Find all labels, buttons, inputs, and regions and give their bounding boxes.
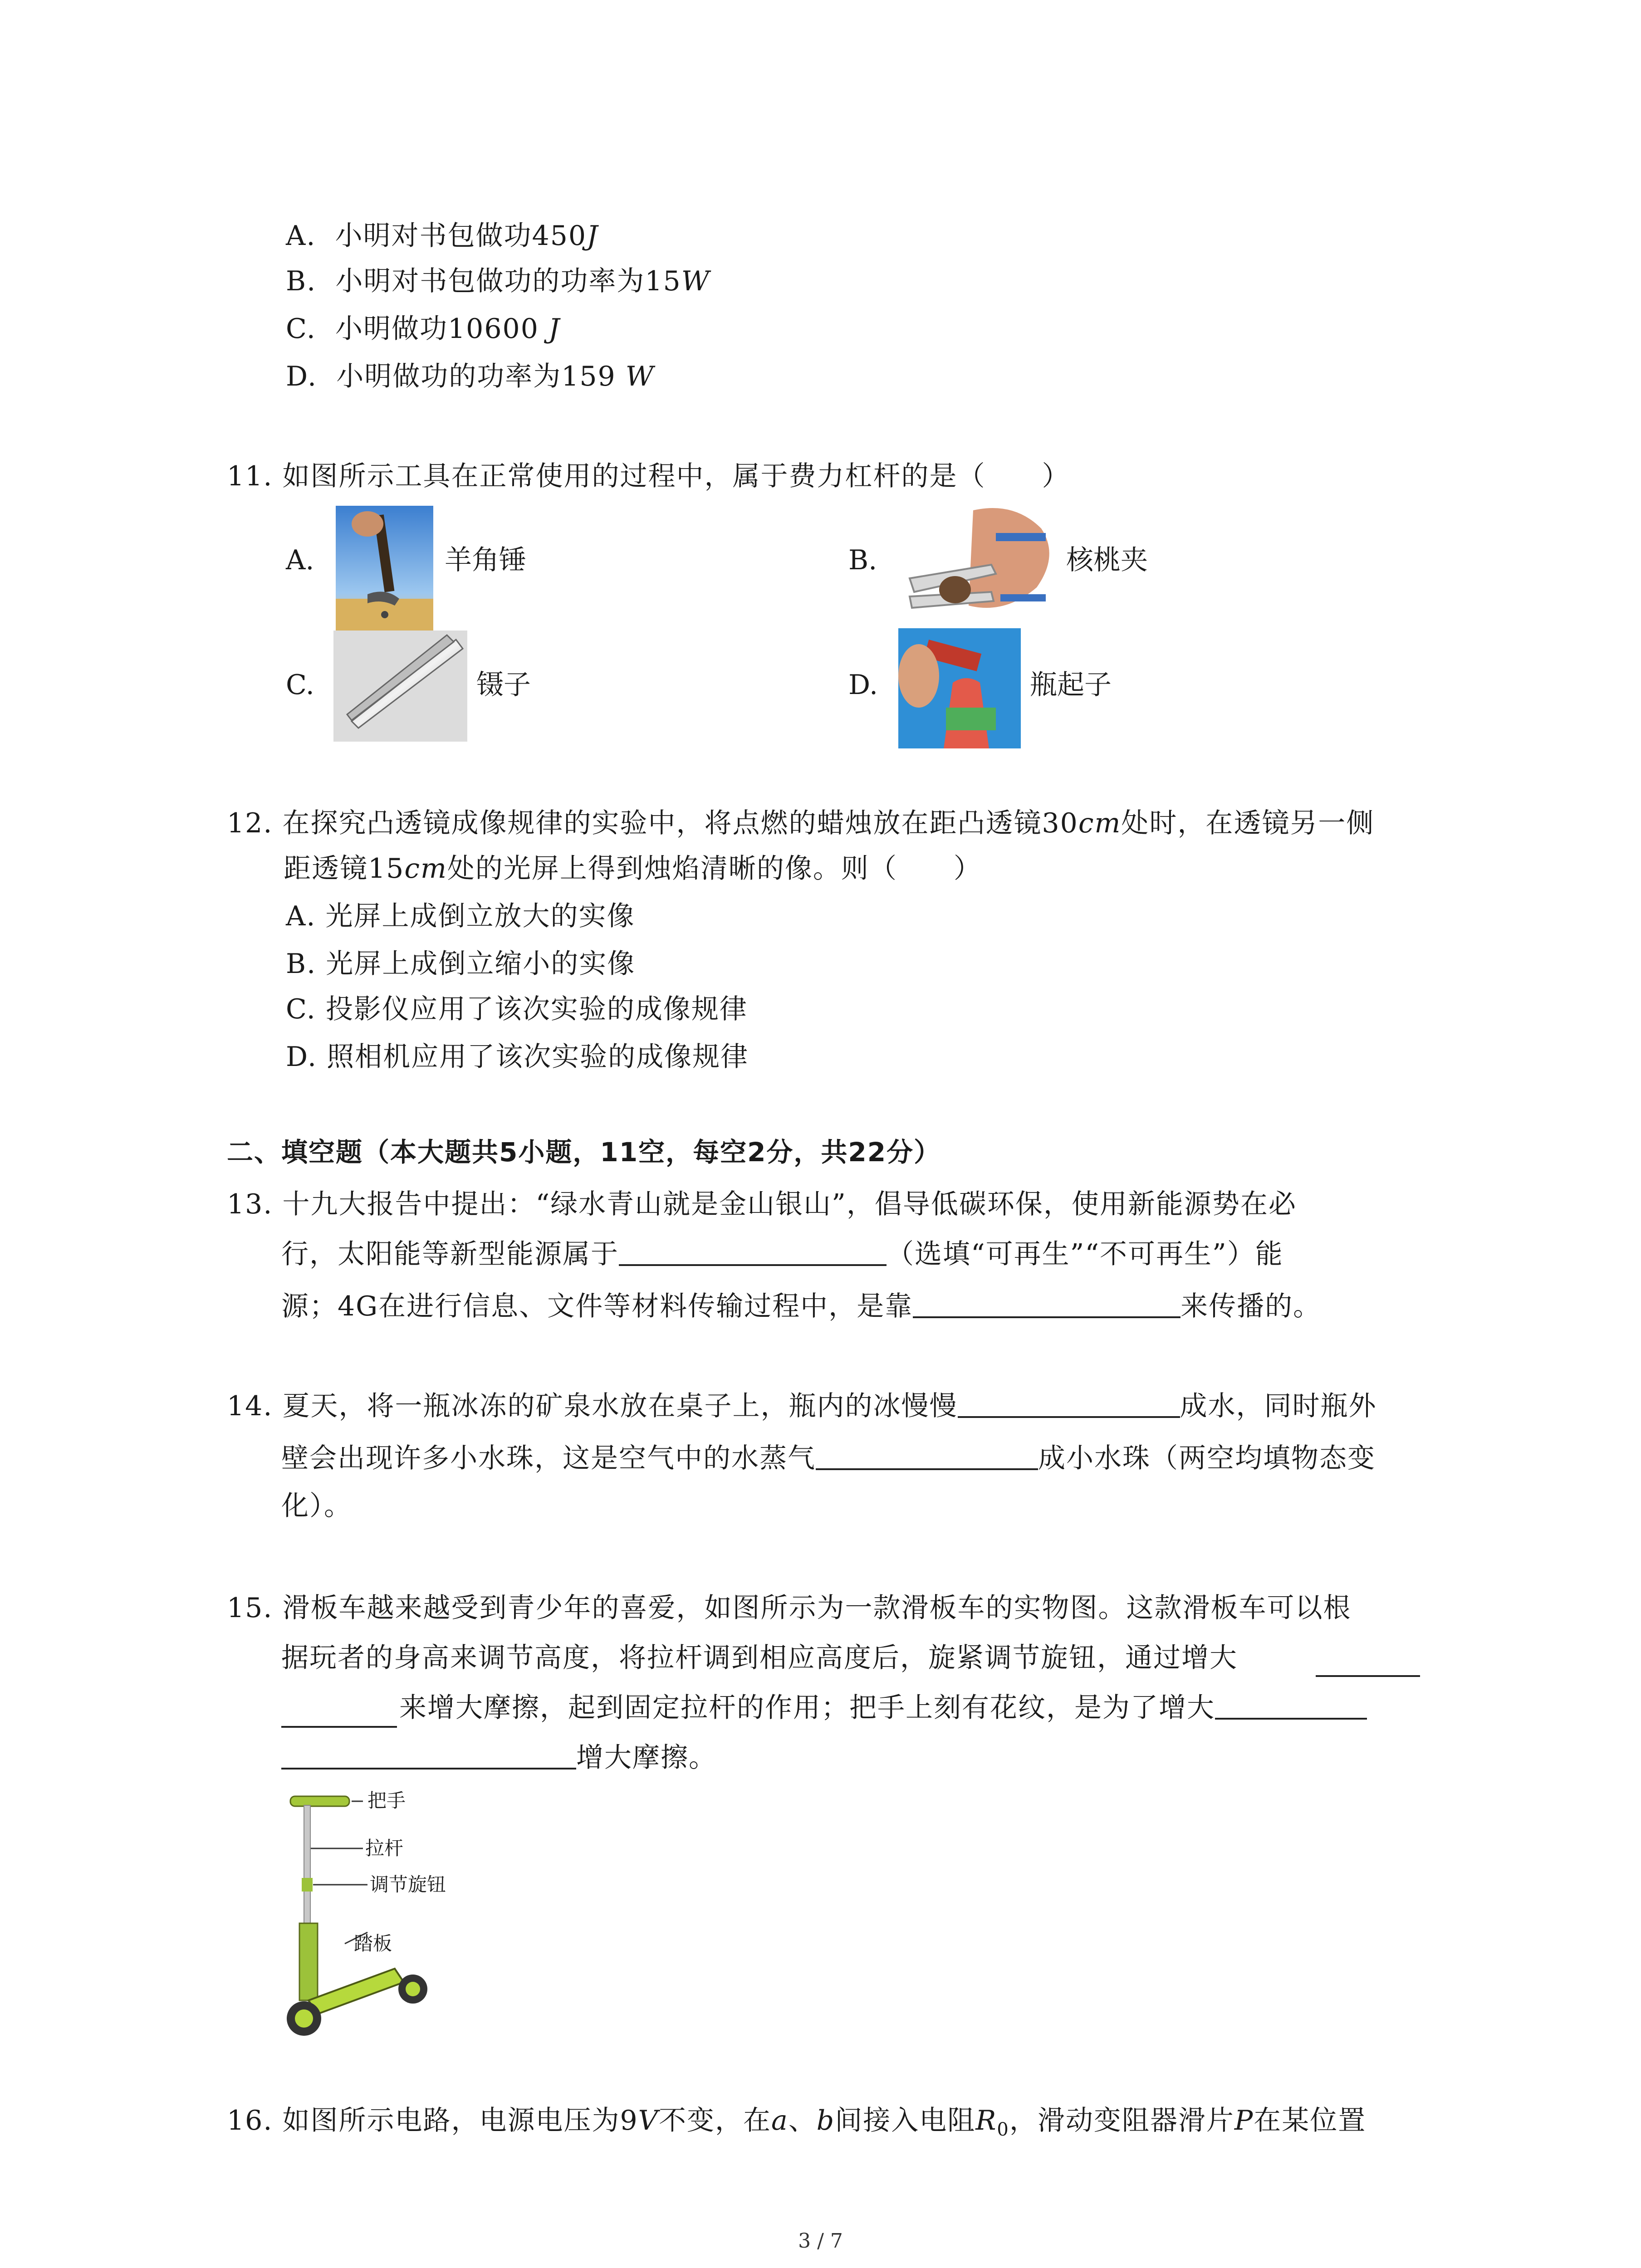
- figure-label-handle: 把手: [367, 1789, 406, 1812]
- text: （选填“可再生”“不可再生”）能: [887, 1238, 1283, 1270]
- variable: P: [1234, 2105, 1254, 2136]
- unit: cm: [404, 853, 447, 885]
- text: 在某位置: [1254, 2105, 1367, 2136]
- q10-option-c: [286, 311, 560, 347]
- answer-blank[interactable]: [958, 1389, 1180, 1418]
- text: 16. 如图所示电路，电源电压为9: [227, 2105, 638, 2136]
- nutcracker-image: [892, 501, 1059, 624]
- unit: J: [548, 313, 561, 345]
- q12-line1: [227, 805, 1374, 841]
- text: 不变，在: [659, 2105, 772, 2136]
- text: 壁会出现许多小水珠，这是空气中的水蒸气: [281, 1442, 816, 1474]
- text: 成水，同时瓶外: [1180, 1390, 1377, 1422]
- q11-option-d-letter: D.: [848, 669, 878, 701]
- option-text: 小明对书包做功450: [335, 220, 587, 252]
- q11-option-a-letter: A.: [286, 544, 314, 576]
- page-number: 3 / 7: [798, 2229, 843, 2253]
- answer-blank[interactable]: [1316, 1648, 1420, 1677]
- q11-option-b-label: 核桃夹: [1066, 544, 1148, 576]
- q13-line1: 13. 十九大报告中提出：“绿水青山就是金山银山”，倡导低碳环保，使用新能源势在必: [227, 1188, 1297, 1220]
- q16-line1: [227, 2102, 1366, 2148]
- figure-label-deck: 踏板: [354, 1932, 392, 1955]
- text: 处的光屏上得到烛焰清晰的像。则（ ）: [447, 853, 982, 885]
- text: 行，太阳能等新型能源属于: [281, 1238, 619, 1270]
- unit: W: [625, 361, 655, 392]
- q12-line2: [284, 850, 982, 887]
- text: 来传播的。: [1181, 1290, 1322, 1322]
- tweezers-image: [333, 631, 467, 742]
- q11-stem: 11. 如图所示工具在正常使用的过程中，属于费力杠杆的是（ ）: [227, 460, 1070, 492]
- claw-hammer-image: [336, 506, 433, 631]
- variable: a: [771, 2105, 789, 2136]
- unit: cm: [1078, 807, 1122, 839]
- q15-line1: 15. 滑板车越来越受到青少年的喜爱，如图所示为一款滑板车的实物图。这款滑板车可以根: [227, 1592, 1352, 1624]
- q10-option-a: [286, 218, 598, 254]
- q12-option-b: B. 光屏上成倒立缩小的实像: [286, 948, 636, 980]
- q15-line3: [399, 1690, 1367, 1726]
- variable: R: [975, 2105, 997, 2136]
- text: 距透镜15: [284, 853, 405, 885]
- q11-option-c-label: 镊子: [476, 669, 531, 701]
- q13-line2: [281, 1236, 1283, 1272]
- answer-blank[interactable]: [816, 1441, 1038, 1470]
- q14-line1: [227, 1388, 1377, 1424]
- option-text: 小明对书包做功的功率为15: [335, 265, 681, 297]
- q10-option-b: [286, 263, 710, 299]
- q11-option-c-letter: C.: [286, 669, 314, 701]
- q15-line2: [281, 1640, 1238, 1676]
- option-letter: D.: [286, 361, 318, 392]
- figure-label-rod: 拉杆: [365, 1837, 404, 1859]
- option-letter: B.: [286, 265, 317, 297]
- q11-option-d-label: 瓶起子: [1030, 669, 1112, 701]
- text: ，滑动变阻器滑片: [1009, 2105, 1234, 2136]
- text: 增大摩擦。: [576, 1742, 717, 1774]
- answer-blank-continued[interactable]: [281, 1740, 576, 1769]
- answer-blank[interactable]: [1215, 1691, 1367, 1720]
- q12-option-d: D. 照相机应用了该次实验的成像规律: [286, 1041, 749, 1073]
- option-text: 小明做功10600: [335, 313, 549, 345]
- section-heading: 二、填空题（本大题共5小题，11空，每空2分，共22分）: [227, 1137, 941, 1168]
- option-letter: C.: [286, 313, 316, 345]
- text: 12. 在探究凸透镜成像规律的实验中，将点燃的蜡烛放在距凸透镜30: [227, 807, 1078, 839]
- figure-label-knob: 调节旋钮: [370, 1873, 446, 1896]
- text: 14. 夏天，将一瓶冰冻的矿泉水放在桌子上，瓶内的冰慢慢: [227, 1390, 958, 1422]
- q13-line3: [281, 1288, 1321, 1325]
- answer-blank[interactable]: [913, 1289, 1181, 1318]
- text: 成小水珠（两空均填物态变: [1038, 1442, 1376, 1474]
- text: 处时，在透镜另一侧: [1121, 807, 1375, 839]
- text: 据玩者的身高来调节高度，将拉杆调到相应高度后，旋紧调节旋钮，通过增大: [281, 1642, 1238, 1674]
- text: 、: [788, 2105, 817, 2136]
- answer-blank-continued[interactable]: [281, 1699, 397, 1728]
- unit: W: [681, 265, 710, 297]
- text: 源；4G在进行信息、文件等材料传输过程中，是靠: [281, 1290, 913, 1322]
- q14-line3: 化）。: [281, 1490, 352, 1522]
- q15-line4: [281, 1740, 717, 1776]
- q10-option-d: [286, 358, 654, 395]
- q11-option-b-letter: B.: [848, 544, 877, 576]
- q14-line2: [281, 1440, 1376, 1476]
- unit: J: [587, 220, 599, 252]
- variable: b: [816, 2105, 835, 2136]
- option-text: 小明做功的功率为159: [336, 361, 626, 392]
- unit: V: [638, 2105, 659, 2136]
- scooter-figure: [277, 1787, 467, 2046]
- q11-option-a-label: 羊角锤: [445, 544, 526, 576]
- text: 来增大摩擦，起到固定拉杆的作用；把手上刻有花纹，是为了增大: [399, 1692, 1215, 1724]
- text: 间接入电阻: [835, 2105, 976, 2136]
- q12-option-c: C. 投影仪应用了该次实验的成像规律: [286, 993, 748, 1025]
- subscript: 0: [997, 2119, 1009, 2140]
- q12-option-a: A. 光屏上成倒立放大的实像: [286, 900, 635, 932]
- option-letter: A.: [286, 220, 316, 252]
- bottle-opener-image: [898, 628, 1021, 748]
- answer-blank[interactable]: [619, 1237, 887, 1266]
